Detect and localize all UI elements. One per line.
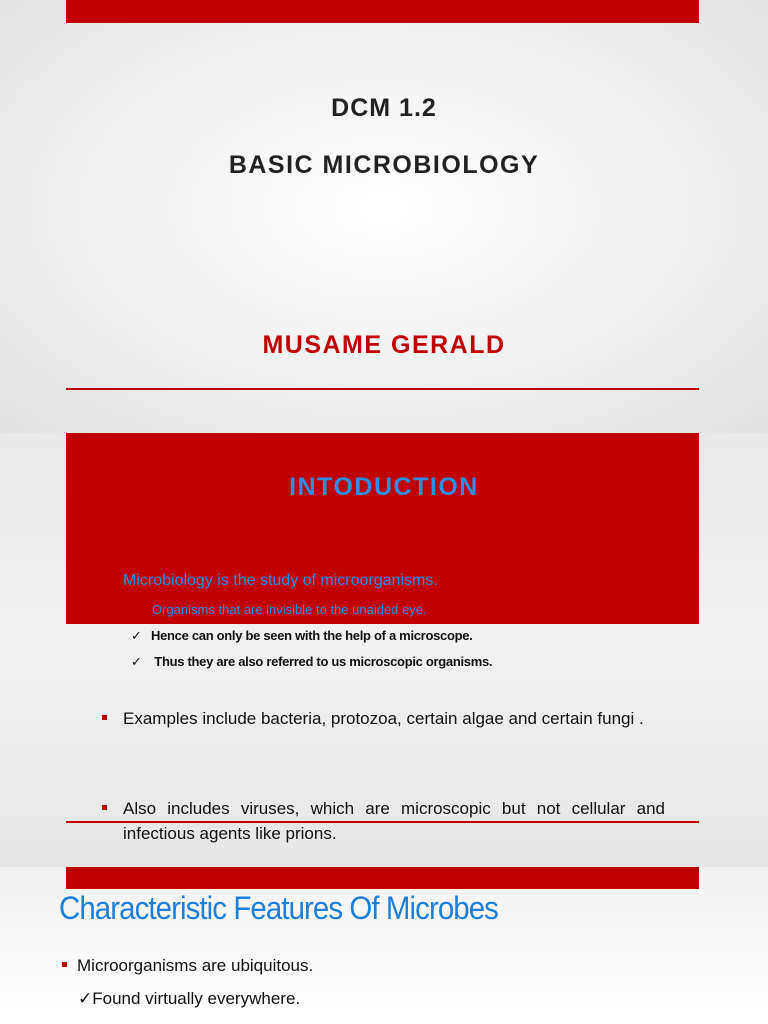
- bullet-square-icon: [62, 962, 67, 967]
- bullet-item: [102, 706, 665, 731]
- section-heading: INTODUCTION: [289, 473, 479, 501]
- author-name: MUSAME GERALD: [262, 331, 506, 359]
- course-code: DCM 1.2: [331, 94, 437, 122]
- top-accent-bar: [66, 0, 699, 23]
- check-item: [131, 654, 492, 670]
- definition-subtext: Organisms that are invisible to the unaided eye.: [152, 602, 427, 617]
- check-item: [131, 628, 472, 644]
- checkmark-icon: ✓: [131, 654, 142, 669]
- features-slide: [0, 867, 768, 1024]
- course-title: BASIC MICROBIOLOGY: [228, 151, 540, 179]
- bullet-text: Examples include bacteria, protozoa, certain algae and certain fungi .: [123, 709, 644, 728]
- top-accent-bar: [66, 867, 699, 889]
- title-slide: [0, 0, 768, 433]
- bullet-item: [62, 956, 313, 976]
- bullet-text: Also includes viruses, which are microscopic but not cellular and infectious agents like prions.: [123, 799, 665, 843]
- header-panel: [66, 433, 699, 624]
- check-item: [78, 989, 300, 1009]
- check-item-text: Hence can only be seen with the help of a microscope.: [151, 628, 473, 643]
- check-item-text: Thus they are also referred to us microscopic organisms.: [151, 654, 493, 669]
- divider-line: [66, 821, 699, 823]
- bullet-square-icon: [102, 805, 107, 810]
- checkmark-icon: ✓: [131, 628, 142, 643]
- checkmark-icon: ✓: [78, 989, 93, 1008]
- introduction-slide: [0, 433, 768, 867]
- check-item-text: Found virtually everywhere.: [92, 989, 301, 1008]
- definition-text: Microbiology is the study of microorganisms.: [123, 572, 438, 589]
- divider-line: [66, 388, 699, 390]
- bullet-text: Microorganisms are ubiquitous.: [77, 956, 314, 975]
- bullet-square-icon: [102, 715, 107, 720]
- slide-title: Characteristic Features Of Microbes: [59, 890, 498, 926]
